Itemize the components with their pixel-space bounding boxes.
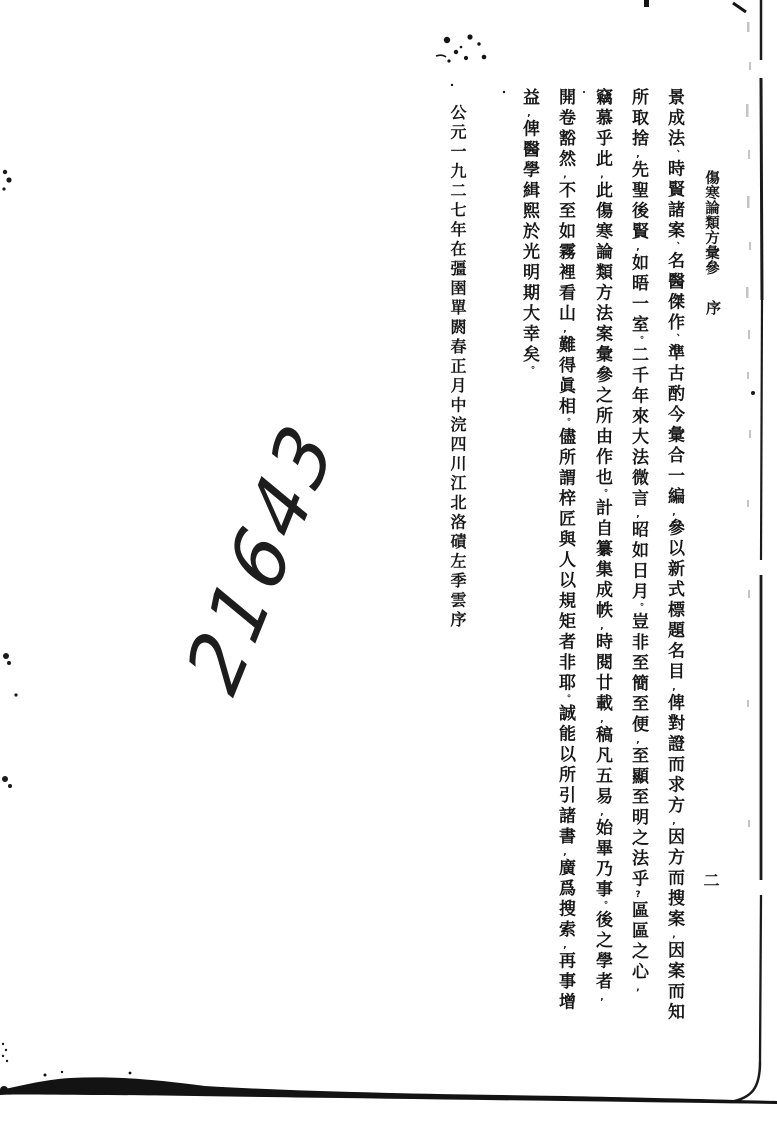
- section-label: 序: [704, 300, 722, 319]
- ink-splatter-mark: [436, 34, 585, 93]
- text-column-1: 景成法、時賢諸案、名醫傑作、準古酌今彙合一編,參以新式標題名目,俾對證而求方,因方而搜案,因案而知: [664, 88, 684, 1023]
- text-column-4: 開卷豁然,不至如霧裡看山,難得眞相。儘所謂梓匠與人以規矩者非耶。誠能以所引諸書,廣爲搜索,再事增: [555, 88, 575, 1013]
- left-margin-marks: [2, 170, 18, 1062]
- book-title: 傷寒論類方彙參: [703, 170, 719, 275]
- page-edge-line: [730, 0, 762, 1102]
- bottom-ink-smear: [0, 1071, 777, 1104]
- bleedthrough-marks: [746, 22, 751, 827]
- text-column-2: 所取捨,先聖後賢,如晤一室。二千年來大法微言,昭如日月。豈非至簡至便,至顯至明之法乎?區區之心,: [628, 88, 648, 994]
- text-column-5: 益,俾醫學緝熙於光明期大幸矣。: [519, 88, 539, 376]
- text-column-3: 竊慕乎此,此傷寒論類方法案彙參之所由作也。計自纂集成帙,時閱廿載,稿凡五易,始畢乃事。後之學者,: [592, 88, 612, 1004]
- handwritten-number: 21643: [170, 406, 354, 708]
- top-edge-mark: [644, 0, 746, 12]
- page-number: 二: [701, 872, 720, 892]
- colophon-column: 公元一九二七年在彊圉單閼春正月中浣四川江北洛磧左季雲序: [448, 104, 467, 631]
